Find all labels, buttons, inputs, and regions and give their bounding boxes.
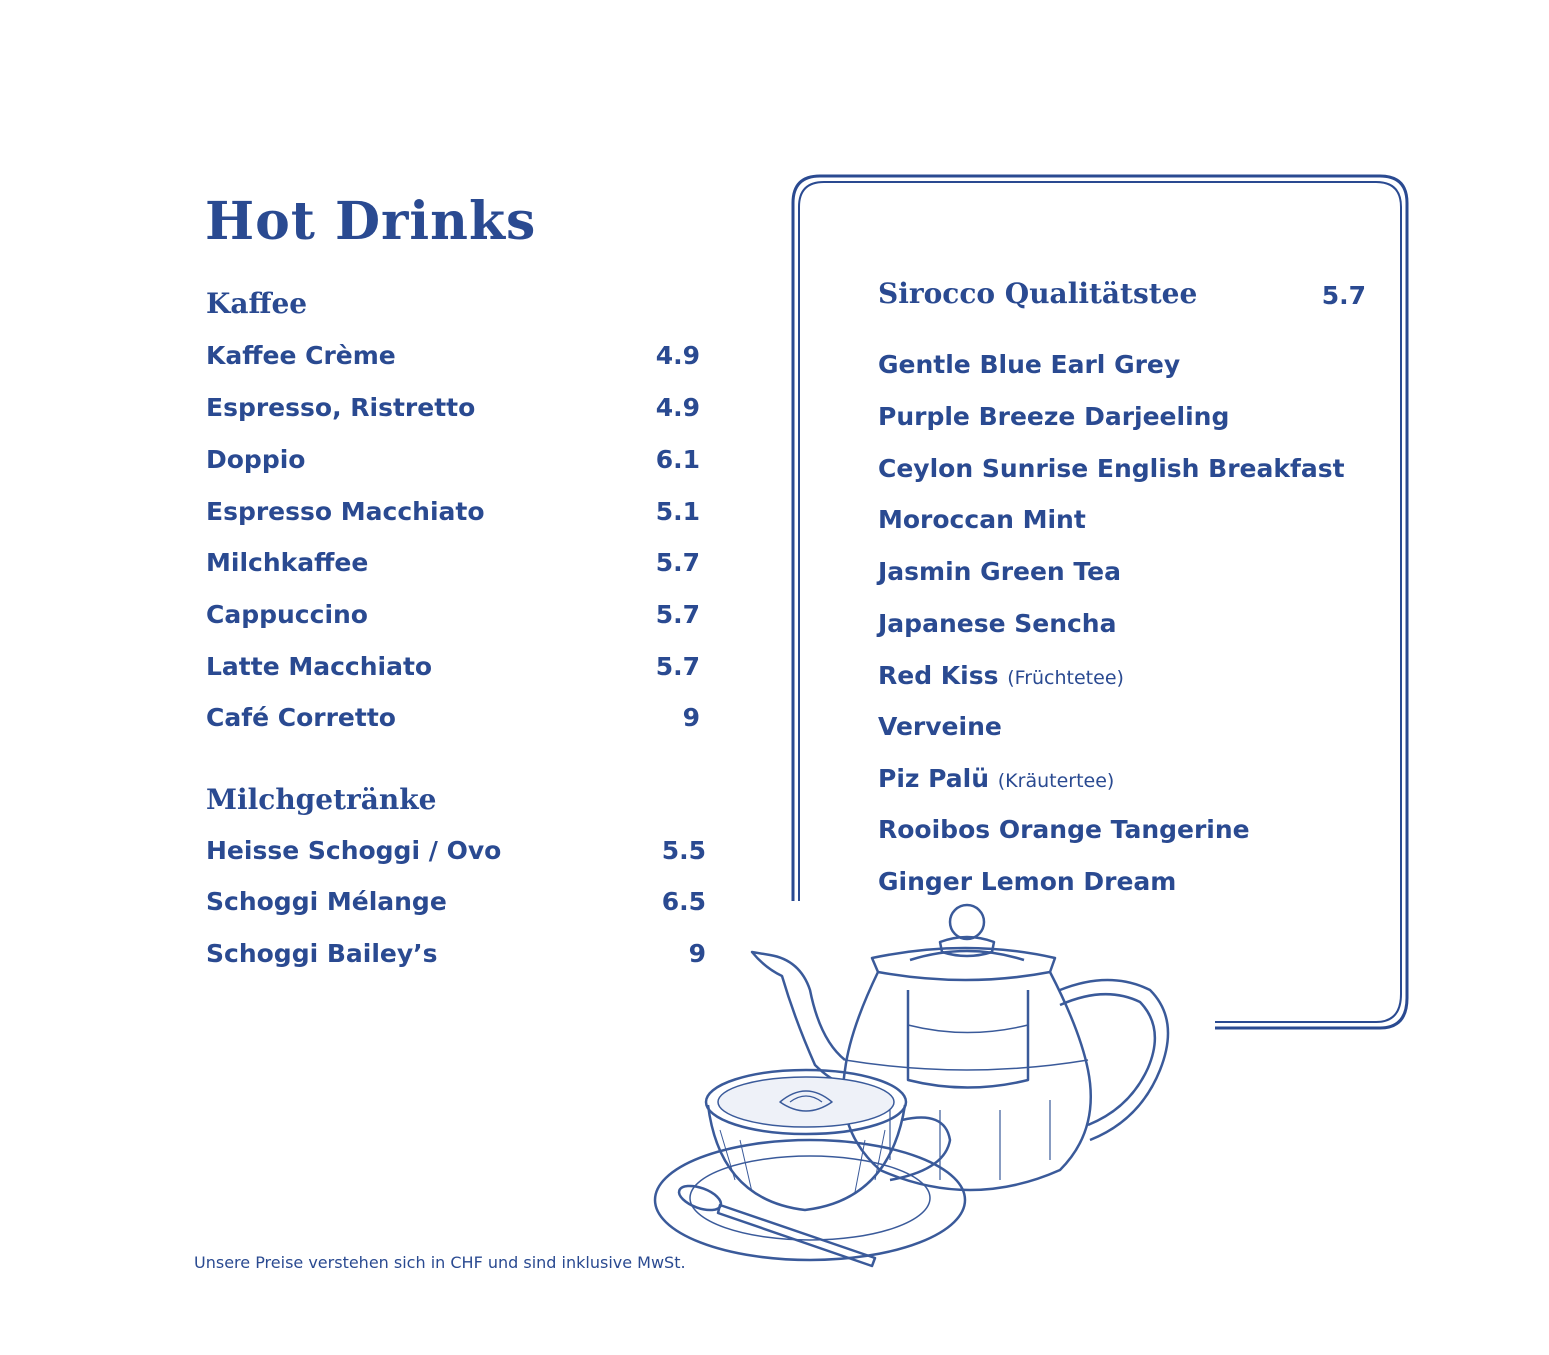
tea-name: Ceylon Sunrise English Breakfast	[878, 454, 1345, 483]
tea-item	[878, 554, 1121, 590]
item-name: Cappuccino	[206, 600, 368, 629]
item-name: Milchkaffee	[206, 548, 369, 577]
tea-item	[878, 658, 1124, 694]
page-title: Hot Drinks	[205, 191, 537, 252]
tea-item	[878, 502, 1086, 538]
tea-price: 5.7	[1321, 281, 1366, 310]
item-price: 5.7	[655, 548, 700, 577]
milch-heading: Milchgetränke	[206, 783, 437, 816]
tea-name: Rooibos Orange Tangerine	[878, 815, 1250, 844]
tea-name: Moroccan Mint	[878, 505, 1086, 534]
item-name: Doppio	[206, 445, 306, 474]
price-footnote: Unsere Preise verstehen sich in CHF und sind inklusive MwSt.	[194, 1253, 686, 1272]
item-price: 6.5	[661, 887, 706, 916]
tea-name: Ginger Lemon Dream	[878, 867, 1177, 896]
item-price: 6.1	[655, 445, 700, 474]
tea-heading: Sirocco Qualitätstee	[878, 277, 1198, 310]
coffee-cup-icon	[655, 1070, 965, 1266]
item-name: Latte Macchiato	[206, 652, 433, 681]
tea-name: Gentle Blue Earl Grey	[878, 350, 1181, 379]
menu-item	[206, 494, 700, 530]
item-name: Heisse Schoggi / Ovo	[206, 836, 502, 865]
item-name: Espresso, Ristretto	[206, 393, 476, 422]
tea-item	[878, 761, 1114, 797]
item-name: Schoggi Bailey’s	[206, 939, 438, 968]
tea-name: Verveine	[878, 712, 1002, 741]
tea-name: Purple Breeze Darjeeling	[878, 402, 1230, 431]
menu-item	[206, 700, 700, 736]
item-price: 4.9	[655, 341, 700, 370]
tea-name: Jasmin Green Tea	[878, 557, 1121, 586]
illustration	[640, 880, 1240, 1300]
menu-item	[206, 833, 706, 869]
item-name: Kaffee Crème	[206, 341, 396, 370]
tea-item	[878, 347, 1180, 383]
menu-item	[206, 390, 700, 426]
item-price: 5.1	[655, 497, 700, 526]
item-name: Café Corretto	[206, 703, 396, 732]
item-name: Espresso Macchiato	[206, 497, 485, 526]
menu-item	[206, 884, 706, 920]
menu-item	[206, 597, 700, 633]
tea-name: Red Kiss	[878, 661, 999, 690]
item-price: 4.9	[655, 393, 700, 422]
menu-item	[206, 545, 700, 581]
tea-item	[878, 812, 1250, 848]
item-name: Schoggi Mélange	[206, 887, 447, 916]
tea-item	[878, 399, 1229, 435]
tea-note: (Kräutertee)	[997, 770, 1115, 792]
item-price: 9	[682, 703, 700, 732]
tea-item	[878, 451, 1345, 487]
tea-item	[878, 709, 1002, 745]
menu-item	[206, 649, 700, 685]
kaffee-heading: Kaffee	[206, 287, 308, 320]
item-price: 5.7	[655, 652, 700, 681]
item-price: 5.5	[661, 836, 706, 865]
teapot-icon	[752, 905, 1168, 1190]
item-price: 9	[688, 939, 706, 968]
menu-item	[206, 338, 700, 374]
menu-item	[206, 936, 706, 972]
tea-note: (Früchtetee)	[1007, 667, 1124, 689]
tea-item	[878, 606, 1116, 642]
tea-name: Japanese Sencha	[878, 609, 1117, 638]
tea-name: Piz Palü	[878, 764, 990, 793]
item-price: 5.7	[655, 600, 700, 629]
menu-item	[206, 442, 700, 478]
